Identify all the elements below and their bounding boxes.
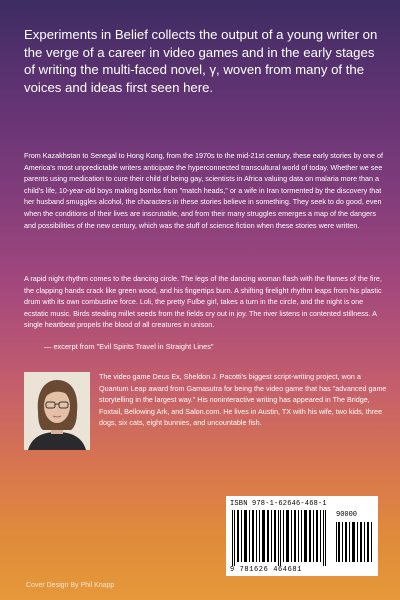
author-bio: The video game Deus Ex, Sheldon J. Pacotti's biggest script-writing project, won a Quantum Leap award from Gamasutra for being the video game that has "advanced game storytelling in the largest way." His noninteractive writing has appeared in The Bridge, Foxtail, Bellowing Ark, and Salon.com. He lives in Austin, TX with his wife, two kids, three dogs, six cats, eight bunnies, and uncountable fish. xyxy=(99,372,387,428)
description-paragraph: From Kazakhstan to Senegal to Hong Kong, from the 1970s to the mid-21st century, these early stories by one of America's most unpredictable writers anticipate the hyperconnected transcultural world of today. Whether we see parents using medication to cure their child of being gay, scientists in Africa valuing data on malaria more than a child's life, 10-year-old boys making bombs from "match heads," or a wife in Iran tormented by the discovery that her husband smuggles alcohol, the characters in these stories believe in something. They seek to do good, even when the conditions of their lives are inscrutable, and from their many struggles emerges a map of the dangers and possibilities of the new century, which was the stuff of science fiction when these stories were written. xyxy=(24,151,384,230)
excerpt-paragraph: A rapid night rhythm comes to the dancing circle. The legs of the dancing woman flash with the flames of the fire, the clapping hands crack like green wood, and his fingertips burn. A shifting firelight rhythm leaps from his plastic drum with its own combustive force. Loli, the pretty Fulbe girl, takes a turn in the circle, and the night is one ecstatic music. Birds stealing millet seeds from the fields cry out in joy. The river listens in contented stillness. A single heartbeat propels the blood of all creatures in unison. xyxy=(24,274,382,330)
barcode-addon-bars xyxy=(336,522,374,562)
barcode-digits: 9 781626 464681 xyxy=(230,566,303,574)
intro-blurb: Experiments in Belief collects the output of a young writer on the verge of a career in video games and in the early stages of writing the multi-faced novel, γ, woven from many of the voices and ideas first seen here. xyxy=(24,27,378,95)
cover-design-credit: Cover Design By Phil Knapp xyxy=(26,582,115,589)
excerpt-attribution: — excerpt from "Evil Spirits Travel in Straight Lines" xyxy=(44,342,214,351)
isbn-barcode xyxy=(226,496,378,576)
author-portrait-image xyxy=(24,372,90,450)
barcode-bars xyxy=(232,510,332,566)
author-photo xyxy=(24,372,90,450)
barcode-addon-digits: 90000 xyxy=(336,511,358,519)
isbn-number: ISBN 978-1-62646-468-1 xyxy=(230,500,327,508)
